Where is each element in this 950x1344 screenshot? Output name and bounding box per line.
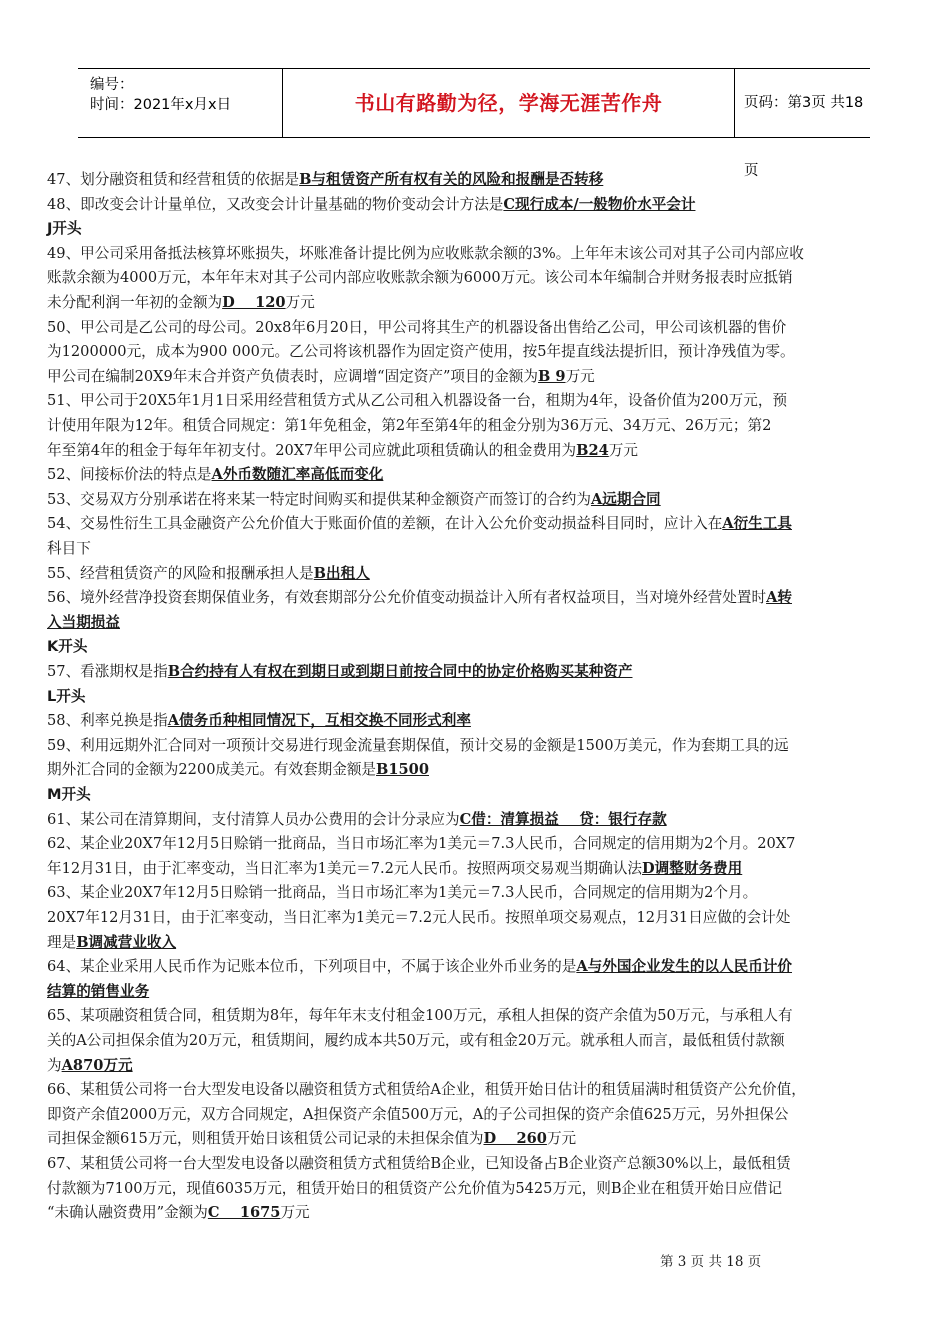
answer-text: A债务币种相同情况下，互相交换不同形式利率: [167, 712, 471, 730]
question-text: 年12月31日，由于汇率变动，当日汇率为1美元＝7.2元人民币。按照两项交易观当期确认法: [47, 859, 643, 877]
unit-text: 万元: [565, 367, 595, 385]
question-text: 司担保金额615万元，则租赁开始日该租赁公司记录的未担保余值为: [47, 1130, 484, 1148]
section-heading: [47, 217, 82, 241]
question-text: 67、某租赁公司将一台大型发电设备以融资租赁方式租赁给B企业，已知设备占B企业资产总额30%以上，最低租赁: [47, 1155, 791, 1172]
text-line: [47, 168, 603, 192]
question-text: 55、经营租赁资产的风险和报酬承担人是: [47, 564, 314, 582]
answer-text: D 120: [222, 294, 286, 311]
section-heading: [47, 685, 86, 709]
answer-text: A与外国企业发生的以人民币计价: [576, 958, 792, 976]
answer-text: A衍生工具: [722, 515, 792, 533]
answer-text: B出租人: [313, 564, 370, 582]
question-text: 为1200000元，成本为900 000元。乙公司将该机器作为固定资产使用，按5年提直线法提折旧，预计净残值为零。: [47, 343, 795, 361]
unit-text: 万元: [546, 1130, 577, 1148]
question-text: 56、境外经营净投资套期保值业务，有效套期部分公允价值变动损益计入所有者权益项目，当对境外经营处置时: [47, 589, 767, 607]
text-line: [47, 340, 795, 364]
question-text: 54、交易性衍生工具金融资产公允价值大于账面价值的差额，在计入公允价变动损益科目同时，应计入在: [47, 515, 723, 533]
section-heading: [47, 783, 91, 807]
text-line: [47, 758, 429, 782]
question-text: 理是: [47, 933, 77, 951]
question-text: 期外汇合同的金额为2200成美元。有效套期金额是: [47, 761, 377, 779]
text-line: [47, 512, 792, 536]
answer-text: D 260: [483, 1130, 547, 1148]
question-text: 48、即改变会计计量单位，又改变会计计量基础的物价变动会计方法是: [47, 195, 504, 213]
section-heading: [47, 635, 88, 659]
question-text: 53、交易双方分别承诺在将来某一特定时间购买和提供某种金额资产而签订的合约为: [47, 490, 591, 508]
header-motto: 书山有路勤为径，学海无涯苦作舟: [354, 91, 663, 115]
text-line: [47, 1127, 576, 1151]
text-line: [47, 611, 120, 635]
text-line: [47, 857, 742, 881]
answer-text: A外币数随汇率高低而变化: [211, 466, 384, 484]
question-text: 付款额为7100万元，现值6035万元，租赁开始日的租赁资产公允价值为5425万元，则B企业在租赁开始日应借记: [47, 1179, 783, 1197]
question-text: 58、利率兑换是指: [47, 712, 168, 730]
question-text: 账款余额为4000万元，本年年末对其子公司内部应收账款余额为6000万元。该公司本年编制合并财务报表时应抵销: [47, 269, 793, 287]
text-line: [47, 660, 632, 684]
text-line: [47, 980, 149, 1004]
question-text: 年至第4年的租金于每年年初支付。20X7年甲公司应就此项租赁确认的租金费用为: [47, 441, 577, 459]
text-line: [47, 931, 176, 955]
text-line: [47, 586, 792, 610]
text-line: [47, 734, 789, 758]
question-text: 50、甲公司是乙公司的母公司。20x8年6月20日，甲公司将其生产的机器设备出售给乙公司，甲公司该机器的售价: [47, 318, 787, 336]
text-line: [47, 193, 695, 217]
section-heading-text: L开头: [47, 687, 86, 705]
text-line: [47, 439, 638, 463]
question-text: “未确认融资费用”金额为: [47, 1204, 208, 1222]
text-line: [47, 488, 661, 512]
text-line: [47, 808, 667, 832]
question-text: 51、甲公司于20X5年1月1日采用经营租赁方式从乙公司租入机器设备一台，租期为4年，设备价值为200万元，预: [47, 392, 788, 410]
question-text: 63、某企业20X7年12月5日赊销一批商品，当日市场汇率为1美元＝7.3人民币，合同规定的信用期为2个月。: [47, 884, 758, 902]
answer-text: C 1675: [207, 1204, 281, 1222]
question-text: 57、看涨期权是指: [47, 663, 168, 680]
question-text: 关的A公司担保余值为20万元，租赁期间，履约成本共50万元，或有租金20万元。就承租人而言，最低租赁付款额: [47, 1032, 785, 1049]
header-divider: [734, 69, 735, 137]
text-line: [47, 881, 757, 905]
header-page-number: 页码：第3页 共18页: [744, 95, 864, 179]
section-heading-text: M开头: [47, 786, 91, 803]
answer-text: 结算的销售业务: [47, 982, 150, 1000]
question-text: 59、利用远期外汇合同对一项预计交易进行现金流量套期保值，预计交易的金额是1500万美元，作为套期工具的远: [47, 736, 789, 754]
serial-label: 编号：: [90, 77, 134, 93]
answer-text: A远期合同: [590, 490, 661, 508]
unit-text: 万元: [280, 1204, 310, 1222]
answer-text: B合约持有人有权在到期日或到期日前按合同中的协定价格购买某种资产: [167, 663, 633, 680]
question-text: 61、某公司在清算期间，支付清算人员办公费用的会计分录应为: [47, 810, 460, 828]
text-line: [47, 537, 91, 561]
answer-text: B24: [576, 441, 609, 459]
text-line: [47, 266, 793, 290]
text-line: [47, 1103, 788, 1127]
answer-text: B 9: [537, 367, 566, 385]
text-line: [47, 1004, 793, 1028]
answer-text: B调减营业收入: [76, 933, 177, 951]
text-line: [47, 365, 595, 389]
section-heading-text: J开头: [47, 220, 82, 238]
question-text: 未分配利润一年初的金额为: [47, 294, 223, 311]
question-text: 科目下: [47, 540, 91, 557]
page-header: [78, 68, 870, 179]
unit-text: 万元: [285, 294, 315, 311]
answer-text: D调整财务费用: [642, 859, 743, 877]
unit-text: 万元: [608, 441, 638, 459]
text-line: [47, 906, 790, 930]
question-text: 52、间接标价法的特点是: [47, 466, 212, 484]
text-line: [47, 463, 383, 487]
text-line: [47, 1029, 785, 1053]
question-text: 65、某项融资租赁合同，租赁期为8年，每年年末支付租金100万元，承租人担保的资产余值为50万元，与承租人有: [47, 1007, 793, 1025]
text-line: [47, 1078, 806, 1102]
question-text: 20X7年12月31日，由于汇率变动，当日汇率为1美元＝7.2元人民币。按照单项交易观点，12月31日应做的会计处: [47, 909, 791, 926]
question-text: 即资产余值2000万元，双方合同规定，A担保资产余值500万元，A的子公司担保的资产余值625万元，另外担保公: [47, 1105, 789, 1123]
text-line: [47, 955, 792, 979]
question-text: 47、划分融资租赁和经营租赁的依据是: [47, 171, 300, 188]
text-line: [47, 709, 471, 733]
answer-text: C现行成本/一般物价水平会计: [503, 195, 696, 213]
text-line: [47, 389, 787, 413]
question-text: 甲公司在编制20X9年末合并资产负债表时，应调增“固定资产”项目的金额为: [47, 367, 538, 385]
answer-text: A转: [766, 589, 792, 607]
question-text: 64、某企业采用人民币作为记账本位币，下列项目中，不属于该企业外币业务的是: [47, 958, 577, 976]
question-text: 62、某企业20X7年12月5日赊销一批商品，当日市场汇率为1美元＝7.3人民币，合同规定的信用期为2个月。20X7: [47, 835, 796, 853]
question-text: 为: [47, 1056, 62, 1074]
question-text: 计使用年限为12年。租赁合同规定：第1年免租金，第2年至第4年的租金分别为36万元、34万元、26万元；第2: [47, 417, 772, 434]
answer-text: 入当期损益: [47, 613, 120, 631]
header-info: [78, 69, 282, 137]
answer-text: B1500: [376, 761, 429, 779]
text-line: [47, 242, 804, 266]
text-line: [47, 1152, 791, 1176]
date-label: 时间：2021年x月x日: [90, 97, 232, 113]
text-line: [47, 414, 771, 438]
text-line: [47, 1201, 310, 1225]
text-line: [47, 562, 370, 586]
question-text: 49、甲公司采用备抵法核算坏账损失，坏账准备计提比例为应收账款余额的3%。上年年末该公司对其子公司内部应收: [47, 244, 804, 262]
text-line: [47, 1054, 133, 1078]
text-line: [47, 291, 315, 315]
text-line: [47, 832, 795, 856]
answer-text: B与租赁资产所有权有关的风险和报酬是否转移: [299, 171, 604, 188]
page-footer: 第 3 页 共 18 页: [660, 1254, 762, 1270]
answer-text: C借：清算损益 贷：银行存款: [459, 810, 667, 828]
question-text: 66、某租赁公司将一台大型发电设备以融资租赁方式租赁给A企业，租赁开始日估计的租赁届满时租赁资产公允价值，: [47, 1081, 806, 1099]
answer-text: A870万元: [61, 1056, 133, 1074]
section-heading-text: K开头: [47, 638, 88, 656]
text-line: [47, 316, 786, 340]
text-line: [47, 1177, 782, 1201]
